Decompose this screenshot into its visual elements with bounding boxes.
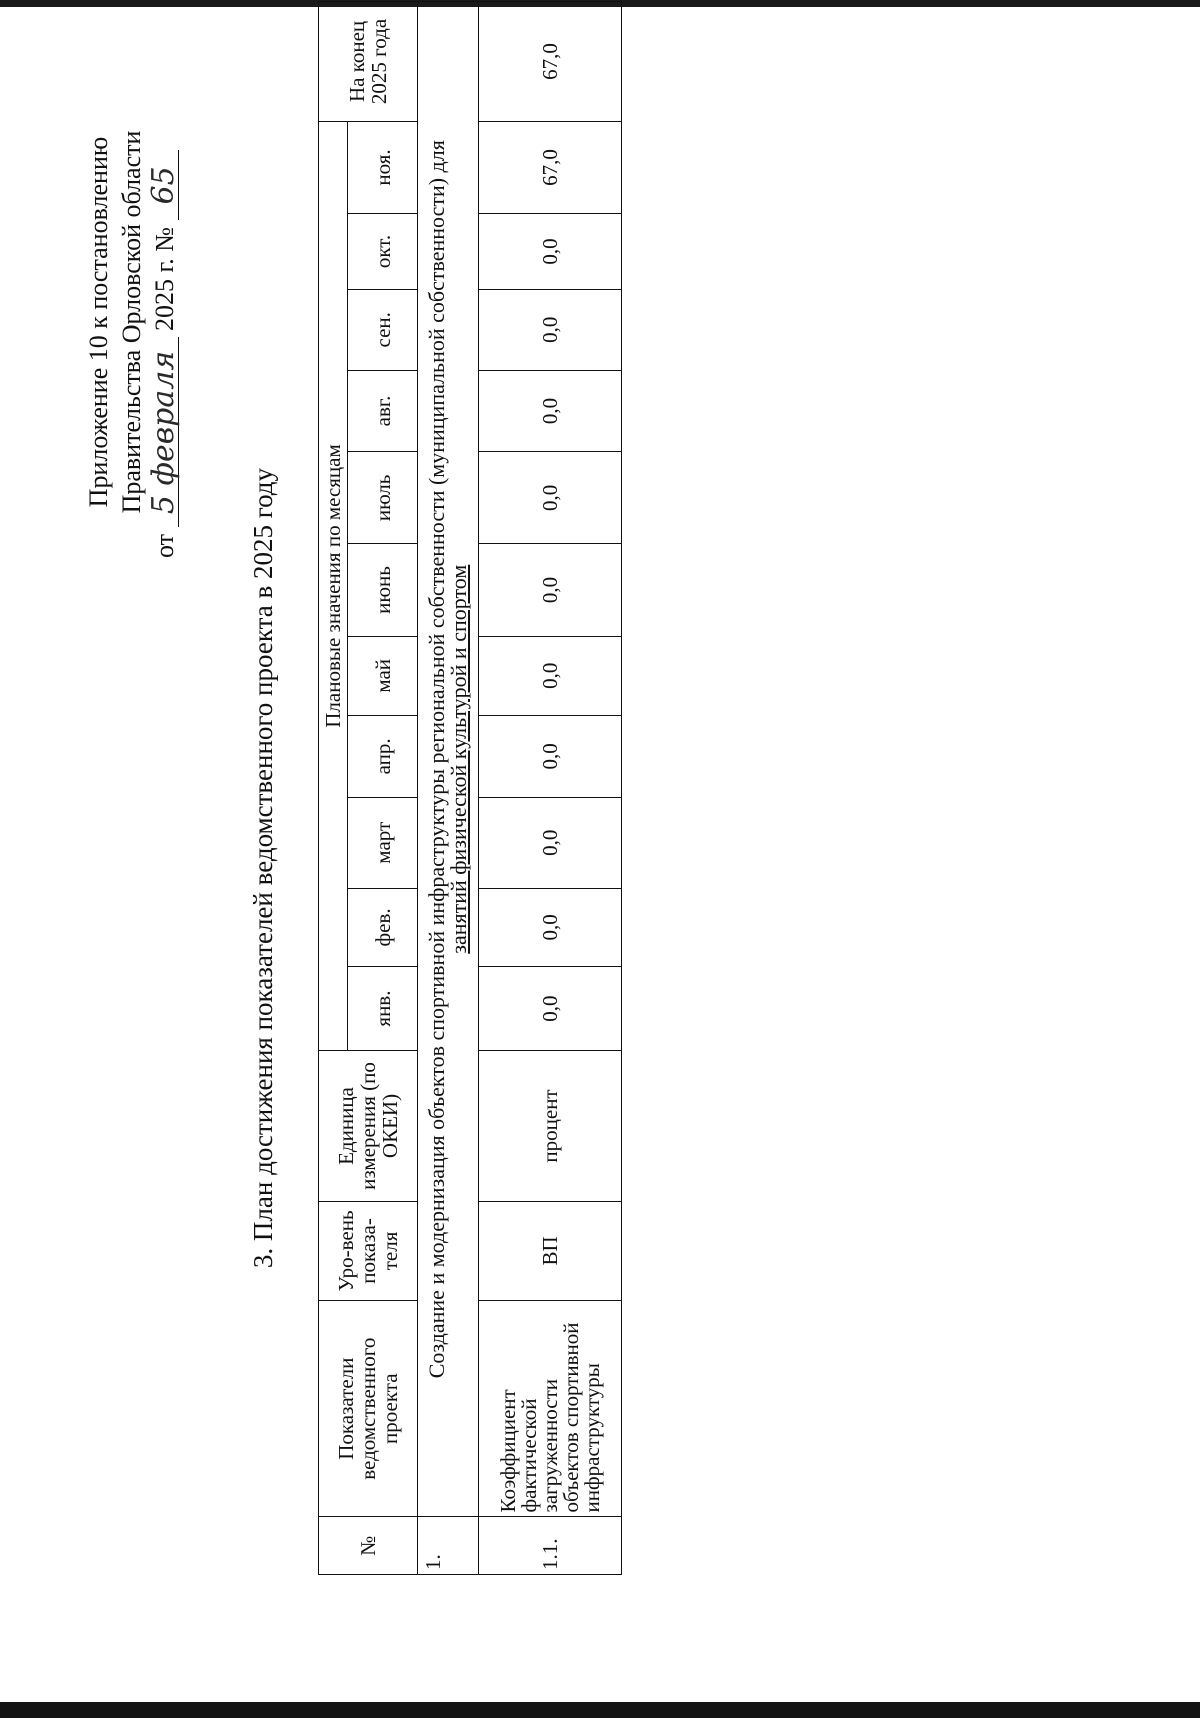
row-month-value: 0,0	[479, 797, 622, 888]
header-month: июнь	[348, 544, 418, 636]
header-month: ноя.	[348, 121, 418, 213]
header-month: апр.	[348, 716, 418, 798]
document-title: 3. План достижения показателей ведомственного проекта в 2025 году	[248, 467, 278, 1269]
row-month-value: 0,0	[479, 370, 622, 452]
header-planned-values: Плановые значения по месяцам	[319, 121, 348, 1050]
section-number: 1.	[418, 1517, 479, 1575]
row-month-value: 0,0	[479, 636, 622, 715]
indicator-plan-table	[318, 1, 622, 1575]
appendix-year-label: 2025 г. №	[150, 226, 179, 331]
row-month-value: 0,0	[479, 544, 622, 636]
header-month: янв.	[348, 967, 418, 1051]
row-month-value: 0,0	[479, 452, 622, 544]
appendix-block	[82, 62, 181, 582]
row-month-value: 0,0	[479, 716, 622, 798]
row-month-value: 0,0	[479, 214, 622, 290]
header-month: май	[348, 636, 418, 715]
row-level: ВП	[479, 1201, 622, 1300]
header-unit: Единица измерения (по ОКЕИ)	[319, 1051, 418, 1202]
row-month-value: 67,0	[479, 121, 622, 213]
appendix-line-2: Правительства Орловской области	[117, 130, 146, 514]
row-year-end-value: 67,0	[479, 2, 622, 122]
table-row	[479, 2, 622, 1575]
row-number: 1.1.	[479, 1517, 622, 1575]
handwritten-number: 65	[150, 150, 179, 220]
appendix-line-1: Приложение 10 к постановлению	[84, 136, 113, 508]
header-level: Уро-вень показа-теля	[319, 1201, 418, 1300]
handwritten-date: 5 февраля	[150, 337, 179, 527]
row-month-value: 0,0	[479, 888, 622, 966]
row-unit: процент	[479, 1051, 622, 1202]
header-month: март	[348, 797, 418, 888]
header-month: окт.	[348, 214, 418, 290]
header-indicator: Показатели ведомственного проекта	[319, 1300, 418, 1516]
header-month: сен.	[348, 290, 418, 371]
header-month: авг.	[348, 370, 418, 452]
header-month: фев.	[348, 888, 418, 966]
section-name	[418, 2, 479, 1517]
row-month-value: 0,0	[479, 290, 622, 371]
section-row	[418, 2, 479, 1575]
row-month-value: 0,0	[479, 967, 622, 1051]
appendix-date-line	[148, 62, 181, 582]
header-year-end: На конец 2025 года	[319, 2, 418, 122]
appendix-from-label: от	[150, 533, 179, 558]
section-name-line-2: занятий физической культурой и спортом	[446, 564, 471, 954]
row-indicator: Коэффициент фактической загруженности объектов спортивной инфраструктуры	[479, 1300, 622, 1516]
section-name-line-1: Создание и модернизация объектов спортивной инфраструктуры региональной собственности (муниципальной собственности) для	[424, 140, 449, 1379]
header-number: №	[319, 1517, 418, 1575]
header-month: июль	[348, 452, 418, 544]
